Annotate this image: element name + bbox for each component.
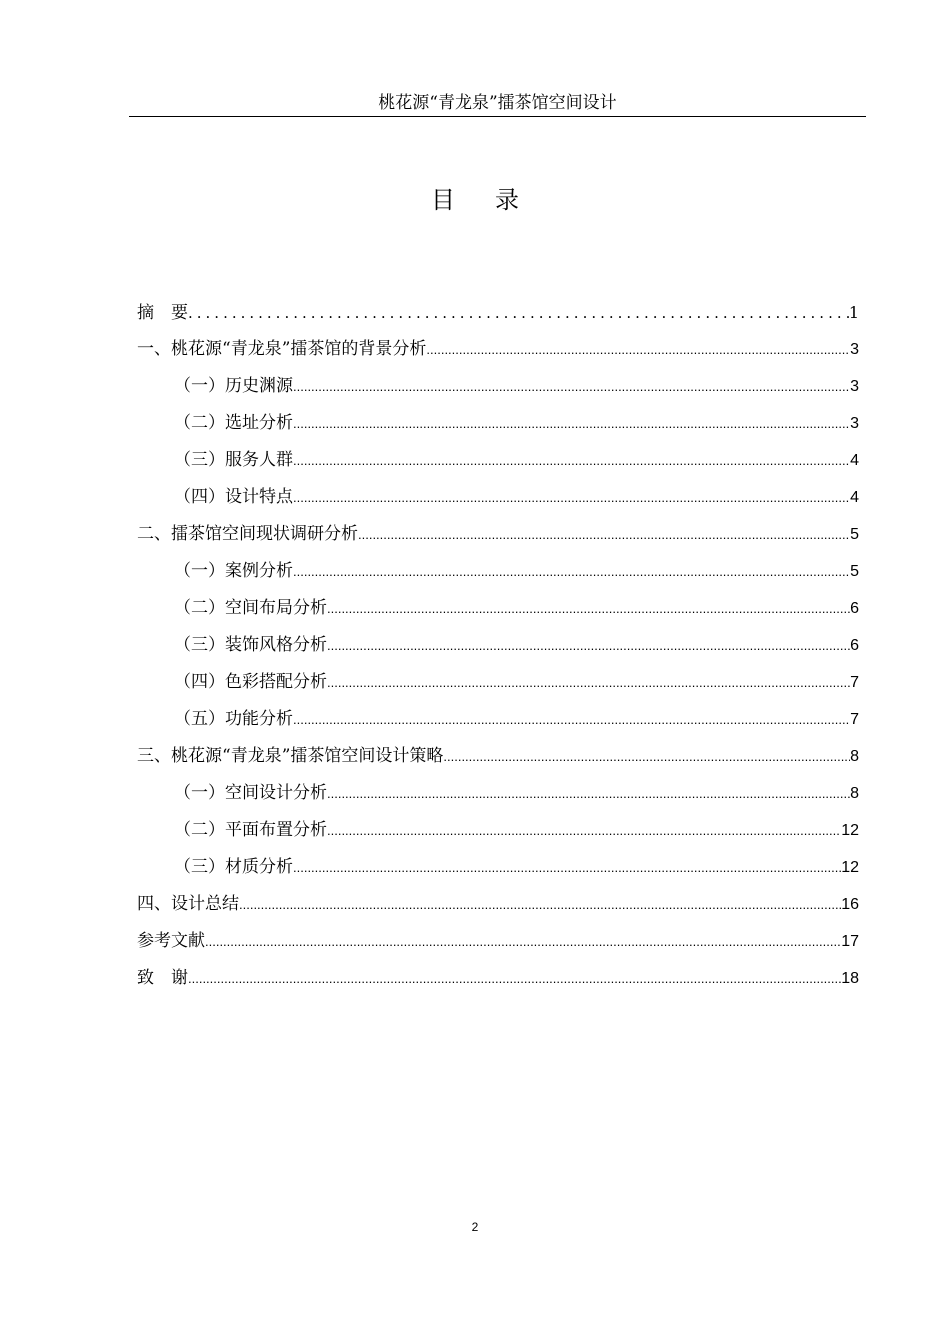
toc-entry-chapter-2[interactable] [137,521,859,547]
toc-entry-label: （一）历史渊源 [174,376,293,396]
toc-leader [293,374,850,400]
toc-entry-page: 3 [850,415,859,432]
toc-entry-label: （三）服务人群 [174,450,293,470]
toc-entry-page: 4 [850,489,859,506]
toc-entry-page: 5 [850,563,859,580]
toc-leader [426,337,850,363]
toc-entry-page: 17 [841,933,859,950]
toc-entry-page: 4 [850,452,859,469]
toc-entry-chapter-4[interactable] [137,891,859,917]
toc-leader [358,522,850,548]
toc-entry-label: 摘 要 [137,303,188,323]
toc-entry-label: 二、擂茶馆空间现状调研分析 [137,524,358,544]
toc-entry-label: 一、桃花源“青龙泉”擂茶馆的背景分析 [137,339,427,359]
toc-entry-section[interactable] [174,410,859,436]
toc-entry-section[interactable] [174,447,859,473]
toc-leader [205,929,841,955]
toc-entry-page: 6 [850,600,859,617]
toc-entry-label: （一）案例分析 [174,561,293,581]
toc-leader [327,670,850,696]
toc-entry-page: 12 [841,859,859,876]
toc-entry-label: （二）平面布置分析 [174,820,327,840]
toc-entry-page: 12 [841,822,859,839]
toc-entry-references[interactable] [137,928,859,954]
toc-entry-section[interactable] [174,595,859,621]
toc-entry-section[interactable] [174,669,859,695]
toc-entry-page: 1 [848,303,859,322]
toc-entry-section[interactable] [174,558,859,584]
toc-entry-abstract[interactable] [137,300,859,326]
toc-entry-section[interactable] [174,817,859,843]
toc-leader [327,633,850,659]
toc-entry-label: （四）色彩搭配分析 [174,672,327,692]
toc-leader [293,448,850,474]
toc-entry-page: 16 [841,896,859,913]
toc-leader [327,818,841,844]
toc-entry-page: 7 [850,711,859,728]
toc-entry-label: （五）功能分析 [174,709,293,729]
toc-entry-page: 6 [850,637,859,654]
toc-leader [188,966,841,992]
toc-entry-chapter-3[interactable] [137,743,859,769]
toc-entry-page: 7 [850,674,859,691]
toc-leader [293,485,850,511]
toc-entry-section[interactable] [174,780,859,806]
toc-entry-page: 8 [850,785,859,802]
header-title: 桃花源“青龙泉”擂茶馆空间设计 [378,93,617,113]
toc-entry-section[interactable] [174,854,859,880]
toc-leader [188,300,849,326]
toc-entry-label: （三）材质分析 [174,857,293,877]
toc-entry-label: （三）装饰风格分析 [174,635,327,655]
toc-entry-label: （二）选址分析 [174,413,293,433]
toc-entry-chapter-1[interactable] [137,336,859,362]
toc-entry-label: （一）空间设计分析 [174,783,327,803]
toc-entry-page: 5 [850,526,859,543]
toc-entry-label: 致 谢 [137,968,188,988]
toc-entry-page: 18 [841,970,859,987]
toc-entry-section[interactable] [174,632,859,658]
toc-entry-label: 三、桃花源“青龙泉”擂茶馆空间设计策略 [137,746,444,766]
toc-entry-label: （二）空间布局分析 [174,598,327,618]
toc-leader [327,781,850,807]
toc-entry-label: 四、设计总结 [137,894,239,914]
toc-entry-section[interactable] [174,373,859,399]
toc-entry-page: 3 [850,341,859,358]
toc-leader [293,855,841,881]
toc-title: 目录 [431,186,559,214]
toc-entry-page: 3 [850,378,859,395]
toc-entry-section[interactable] [174,484,859,510]
toc-leader [293,411,850,437]
toc-leader [293,707,850,733]
toc-entry-acknowledgements[interactable] [137,965,859,991]
page-header [129,92,866,117]
toc-leader [327,596,850,622]
toc-leader [443,744,850,770]
toc-entry-label: （四）设计特点 [174,487,293,507]
page-number: 2 [471,1220,479,1234]
toc-leader [239,892,841,918]
toc-entry-label: 参考文献 [137,931,205,951]
toc-leader [293,559,850,585]
toc-entry-page: 8 [850,748,859,765]
toc-entry-section[interactable] [174,706,859,732]
